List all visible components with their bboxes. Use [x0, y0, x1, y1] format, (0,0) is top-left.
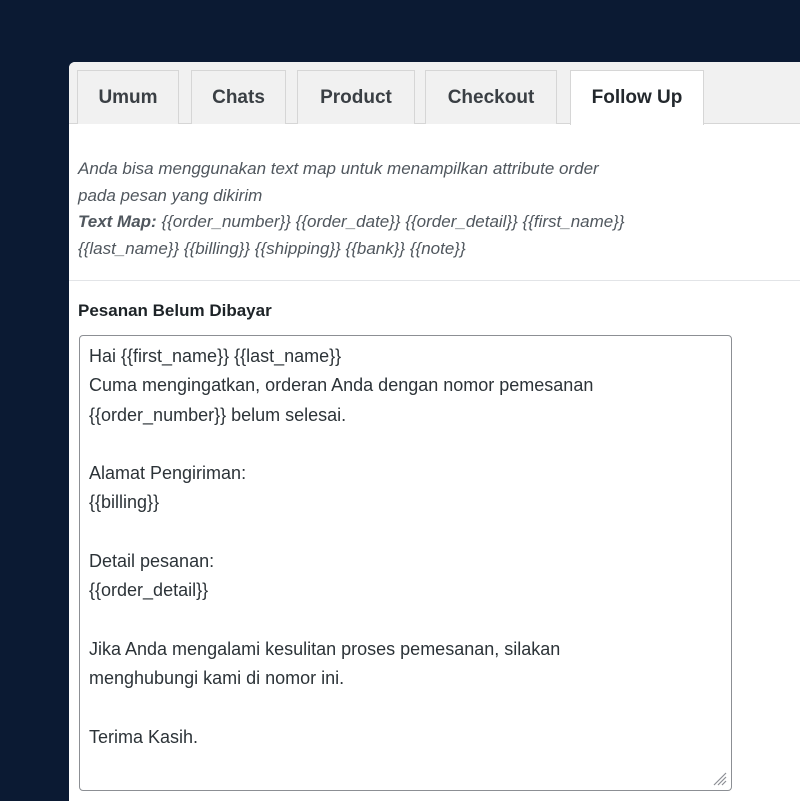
tab-follow-up[interactable]: Follow Up — [570, 70, 704, 125]
tab-umum[interactable]: Umum — [77, 70, 179, 124]
tab-bar — [69, 62, 800, 124]
section-divider — [69, 280, 800, 281]
help-description-line-2: pada pesan yang dikirim — [78, 185, 263, 205]
resize-handle-icon[interactable] — [709, 768, 727, 786]
text-map-help — [78, 156, 778, 262]
tab-chats[interactable]: Chats — [191, 70, 286, 124]
tab-product[interactable]: Product — [297, 70, 415, 124]
tab-checkout[interactable]: Checkout — [425, 70, 557, 124]
text-map-label: Text Map: — [78, 212, 157, 231]
text-map-line-1 — [78, 209, 778, 236]
message-textarea[interactable] — [79, 335, 732, 791]
help-description-line-1: Anda bisa menggunakan text map untuk menampilkan attribute order — [78, 159, 599, 178]
text-map-variables-1: {{order_number}} {{order_date}} {{order_detail}} {{first_name}} — [156, 212, 625, 231]
settings-panel — [69, 62, 800, 801]
field-label-pesanan-belum-dibayar: Pesanan Belum Dibayar — [78, 301, 272, 320]
text-map-variables-2: {{last_name}} {{billing}} {{shipping}} {{bank}} {{note}} — [78, 238, 466, 258]
